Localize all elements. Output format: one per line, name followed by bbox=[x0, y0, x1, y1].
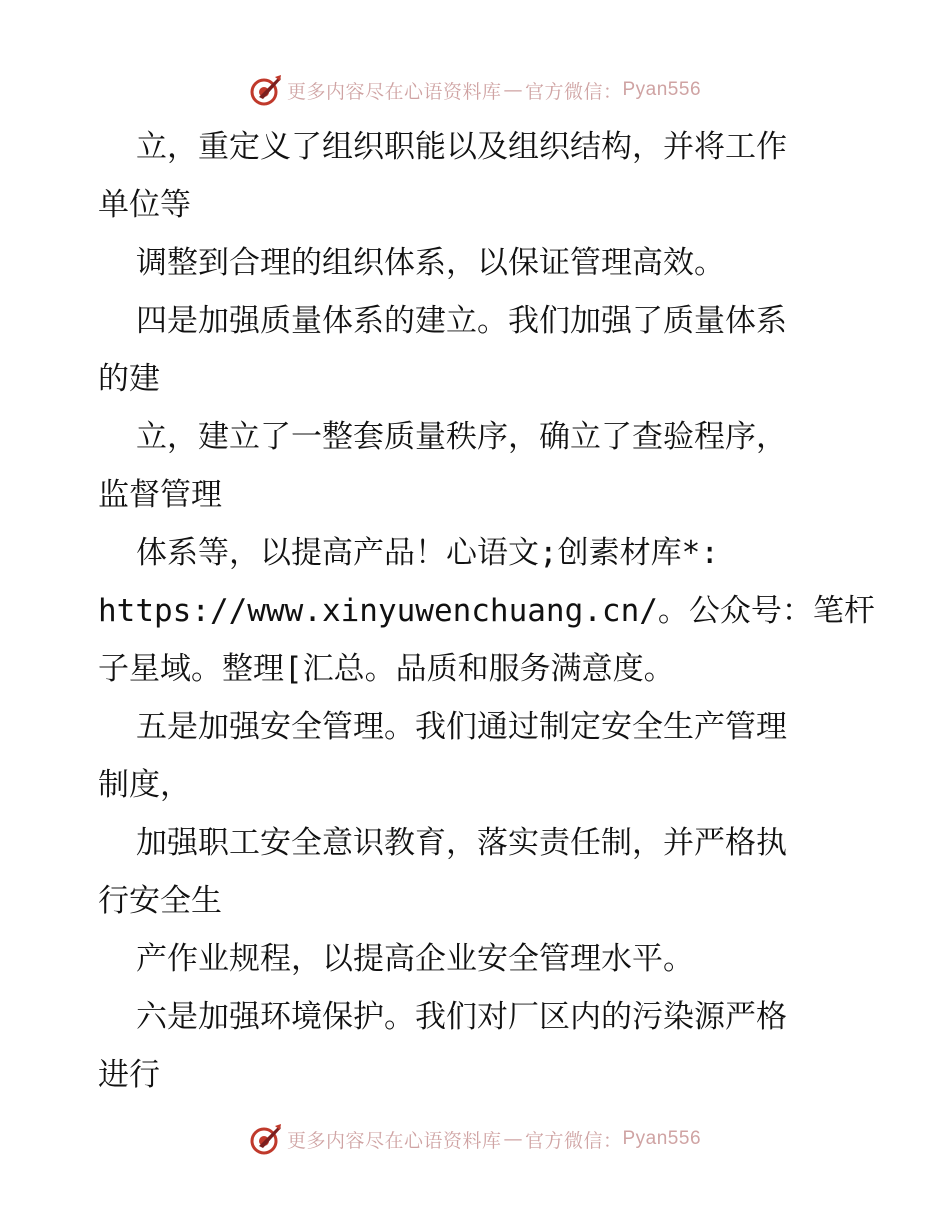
footer-watermark bbox=[0, 1119, 950, 1159]
body-line: 产作业规程，以提高企业安全管理水平。 bbox=[136, 941, 694, 977]
body-line: 进行 bbox=[98, 1057, 160, 1093]
header-watermark bbox=[0, 70, 950, 110]
body-line: 的建 bbox=[98, 361, 160, 397]
header-watermark-wx-label: 官方微信： bbox=[524, 80, 623, 103]
body-line: 立，重定义了组织职能以及组织结构，并将工作 bbox=[136, 129, 787, 165]
header-watermark-dash: — bbox=[503, 79, 523, 101]
body-line: 单位等 bbox=[98, 187, 191, 223]
body-line: 调整到合理的组织体系，以保证管理高效。 bbox=[136, 245, 725, 281]
footer-watermark-text: 更多内容尽在心语资料库 bbox=[286, 1129, 502, 1152]
quill-logo-icon bbox=[249, 73, 283, 107]
footer-watermark-dash: — bbox=[503, 1128, 523, 1150]
footer-watermark-wx-label: 官方微信： bbox=[524, 1129, 623, 1152]
body-line: 行安全生 bbox=[98, 883, 222, 919]
footer-watermark-wx-id: Pyan556 bbox=[622, 1128, 702, 1149]
body-line: 制度， bbox=[98, 767, 191, 803]
header-watermark-text: 更多内容尽在心语资料库 bbox=[286, 80, 502, 103]
body-line: 六是加强环境保护。我们对厂区内的污染源严格 bbox=[136, 999, 787, 1035]
body-line: 监督管理 bbox=[98, 477, 222, 513]
body-line: 子星域。整理[汇总。品质和服务满意度。 bbox=[98, 651, 675, 687]
body-line: 五是加强安全管理。我们通过制定安全生产管理 bbox=[136, 709, 787, 745]
body-text bbox=[98, 118, 875, 1104]
body-line: https://www.xinyuwenchuang.cn/。公众号：笔杆 bbox=[98, 593, 875, 629]
body-line: 体系等，以提高产品！心语文;创素材库*: bbox=[136, 535, 719, 571]
body-line: 立，建立了一整套质量秩序，确立了查验程序， bbox=[136, 419, 787, 455]
header-watermark-wx-id: Pyan556 bbox=[622, 79, 702, 100]
body-line: 加强职工安全意识教育，落实责任制，并严格执 bbox=[136, 825, 787, 861]
quill-logo-icon bbox=[249, 1122, 283, 1156]
body-line: 四是加强质量体系的建立。我们加强了质量体系 bbox=[136, 303, 787, 339]
